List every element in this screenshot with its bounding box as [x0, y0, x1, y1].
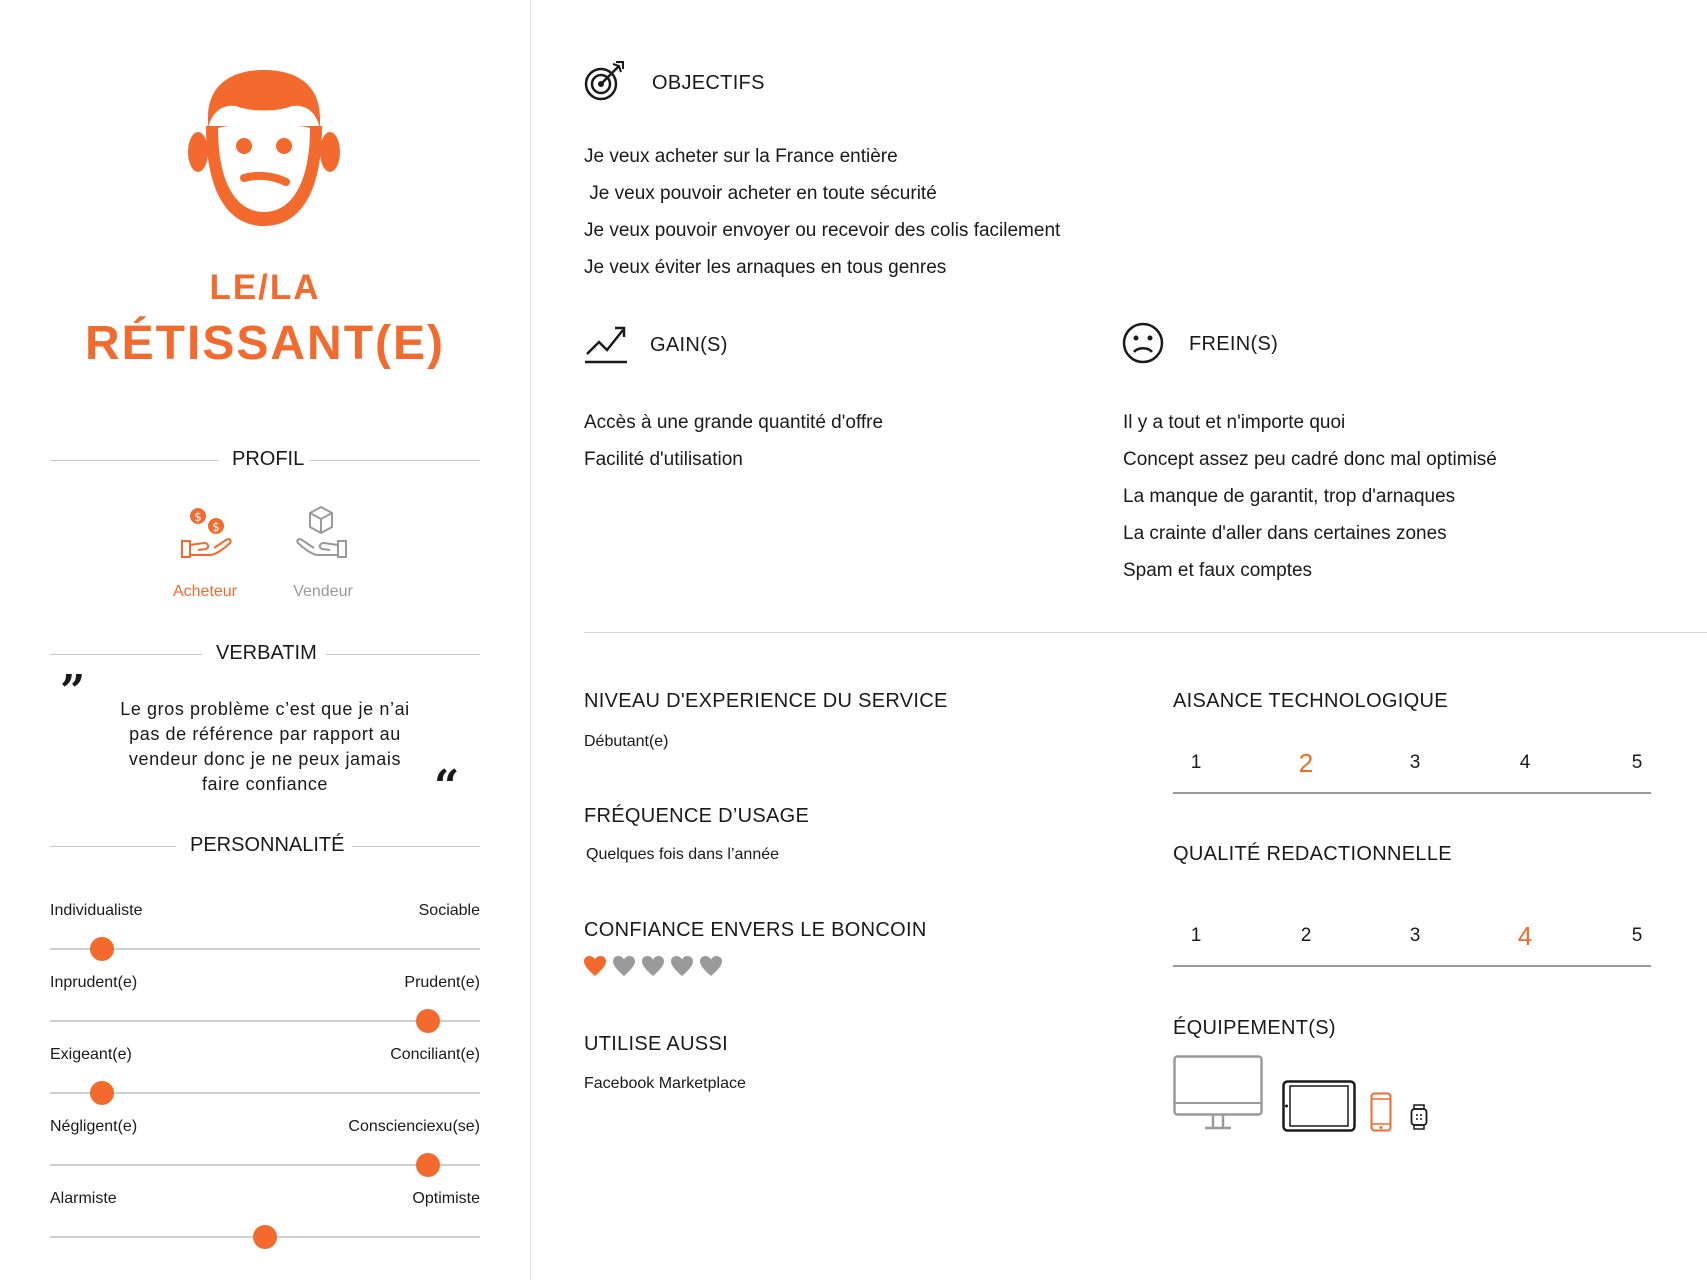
also-uses-heading: UTILISE AUSSI	[584, 1033, 728, 1055]
trait-left-label: Individualiste	[50, 902, 143, 919]
objective-item: Je veux acheter sur la France entière	[584, 146, 898, 167]
profile-option-label: Acheteur	[172, 583, 238, 600]
quote-line: pas de référence par rapport au	[129, 724, 401, 744]
trend-up-chart-icon	[583, 322, 629, 364]
trait-slider-thumb[interactable]	[416, 1009, 440, 1033]
objectives-heading: OBJECTIFS	[652, 72, 765, 94]
quote-line: faire confiance	[201, 774, 329, 794]
frein-item: Concept assez peu cadré donc mal optimisé	[1123, 449, 1497, 470]
trait-slider-thumb[interactable]	[416, 1153, 440, 1177]
heart-icon	[612, 955, 636, 977]
persona-title: RÉTISSANT(E)	[85, 317, 445, 370]
objective-item: Je veux pouvoir acheter en toute sécurité	[584, 183, 937, 204]
also-uses-value: Facebook Marketplace	[584, 1075, 746, 1092]
scale-option[interactable]: 3	[1409, 925, 1421, 946]
desktop-monitor-icon	[1173, 1055, 1263, 1131]
buyer-hand-coins-icon	[170, 505, 240, 565]
trait-right-label: Sociable	[418, 902, 480, 919]
equipment-heading: ÉQUIPEMENT(S)	[1173, 1017, 1336, 1039]
profile-option-buyer[interactable]	[170, 505, 240, 601]
scale-option[interactable]: 5	[1631, 752, 1643, 773]
smartwatch-icon	[1410, 1104, 1428, 1130]
verbatim-quote	[95, 697, 435, 797]
frein-item: Il y a tout et n'importe quoi	[1123, 412, 1346, 433]
trait-right-label: Conscienciexu(se)	[348, 1118, 480, 1135]
objectives-list	[584, 138, 1060, 286]
scale-option[interactable]: 2	[1300, 925, 1312, 946]
trait-left-label: Alarmiste	[50, 1190, 117, 1207]
objective-item: Je veux pouvoir envoyer ou recevoir des colis facilement	[584, 220, 1061, 241]
verbatim-heading: VERBATIM	[202, 642, 326, 665]
freins-heading: FREIN(S)	[1189, 333, 1279, 355]
frequency-heading: FRÉQUENCE D’USAGE	[584, 805, 810, 827]
trait-slider-thumb[interactable]	[253, 1225, 277, 1249]
scale-option[interactable]: 3	[1409, 752, 1421, 773]
trait-right-label: Optimiste	[412, 1190, 480, 1207]
writing-quality-heading: QUALITÉ REDACTIONNELLE	[1173, 843, 1452, 865]
persona-title-prefix: LE/LA	[209, 268, 321, 307]
personality-heading: PERSONNALITÉ	[176, 834, 352, 857]
seller-hand-box-icon	[288, 505, 358, 565]
smartphone-icon	[1370, 1092, 1392, 1132]
writing-quality-scale	[1173, 913, 1651, 967]
frequency-value: Quelques fois dans l’année	[586, 846, 780, 863]
frein-item: La manque de garantit, trop d'arnaques	[1123, 486, 1456, 507]
scale-option[interactable]: 1	[1190, 752, 1202, 773]
scale-rule	[1173, 965, 1651, 967]
trait-left-label: Négligent(e)	[50, 1118, 138, 1135]
trait-slider-thumb[interactable]	[90, 937, 114, 961]
profile-heading: PROFIL	[218, 448, 310, 471]
scale-option[interactable]: 4	[1517, 921, 1533, 951]
heart-icon	[583, 955, 607, 977]
trait-right-label: Prudent(e)	[404, 974, 480, 991]
close-quote-icon: “	[434, 761, 460, 812]
trait-right-label: Conciliant(e)	[390, 1046, 480, 1063]
svg-text:$: $	[194, 510, 202, 524]
trait-left-label: Exigeant(e)	[50, 1046, 132, 1063]
experience-heading: NIVEAU D'EXPERIENCE DU SERVICE	[584, 690, 948, 712]
gain-item: Facilité d'utilisation	[584, 449, 743, 470]
quote-line: vendeur donc je ne peux jamais	[128, 749, 402, 769]
gains-heading: GAIN(S)	[650, 334, 728, 356]
scale-option[interactable]: 2	[1298, 748, 1314, 778]
tech-ease-scale	[1173, 740, 1651, 794]
experience-value: Débutant(e)	[584, 733, 669, 750]
frein-item: Spam et faux comptes	[1123, 560, 1313, 581]
freins-list	[1123, 404, 1497, 589]
open-quote-icon: ”	[60, 666, 86, 717]
sad-face-icon	[1122, 322, 1164, 364]
tablet-icon	[1282, 1080, 1356, 1132]
worried-face-icon	[188, 66, 340, 230]
svg-text:$: $	[212, 520, 220, 534]
trust-rating	[583, 955, 743, 981]
target-arrow-icon	[583, 60, 625, 102]
heart-icon	[641, 955, 665, 977]
frein-item: La crainte d'aller dans certaines zones	[1123, 523, 1447, 544]
column-divider	[530, 0, 531, 1280]
quote-line: Le gros problème c’est que je n’ai	[120, 699, 410, 719]
scale-option[interactable]: 5	[1631, 925, 1643, 946]
gain-item: Accès à une grande quantité d'offre	[584, 412, 884, 433]
profile-option-label: Vendeur	[293, 583, 353, 600]
heart-icon	[670, 955, 694, 977]
tech-ease-heading: AISANCE TECHNOLOGIQUE	[1173, 690, 1448, 712]
gains-list	[584, 404, 883, 478]
trust-heading: CONFIANCE ENVERS LE BONCOIN	[584, 919, 927, 941]
trait-slider-thumb[interactable]	[90, 1081, 114, 1105]
scale-rule	[1173, 792, 1651, 794]
trait-left-label: Inprudent(e)	[50, 974, 138, 991]
trait-slider-track[interactable]	[50, 948, 480, 950]
heart-icon	[699, 955, 723, 977]
scale-option[interactable]: 1	[1190, 925, 1202, 946]
objective-item: Je veux éviter les arnaques en tous genres	[584, 257, 947, 278]
profile-option-seller[interactable]	[288, 505, 358, 601]
section-separator	[584, 632, 1707, 633]
trait-slider-track[interactable]	[50, 1092, 480, 1094]
scale-option[interactable]: 4	[1519, 752, 1531, 773]
